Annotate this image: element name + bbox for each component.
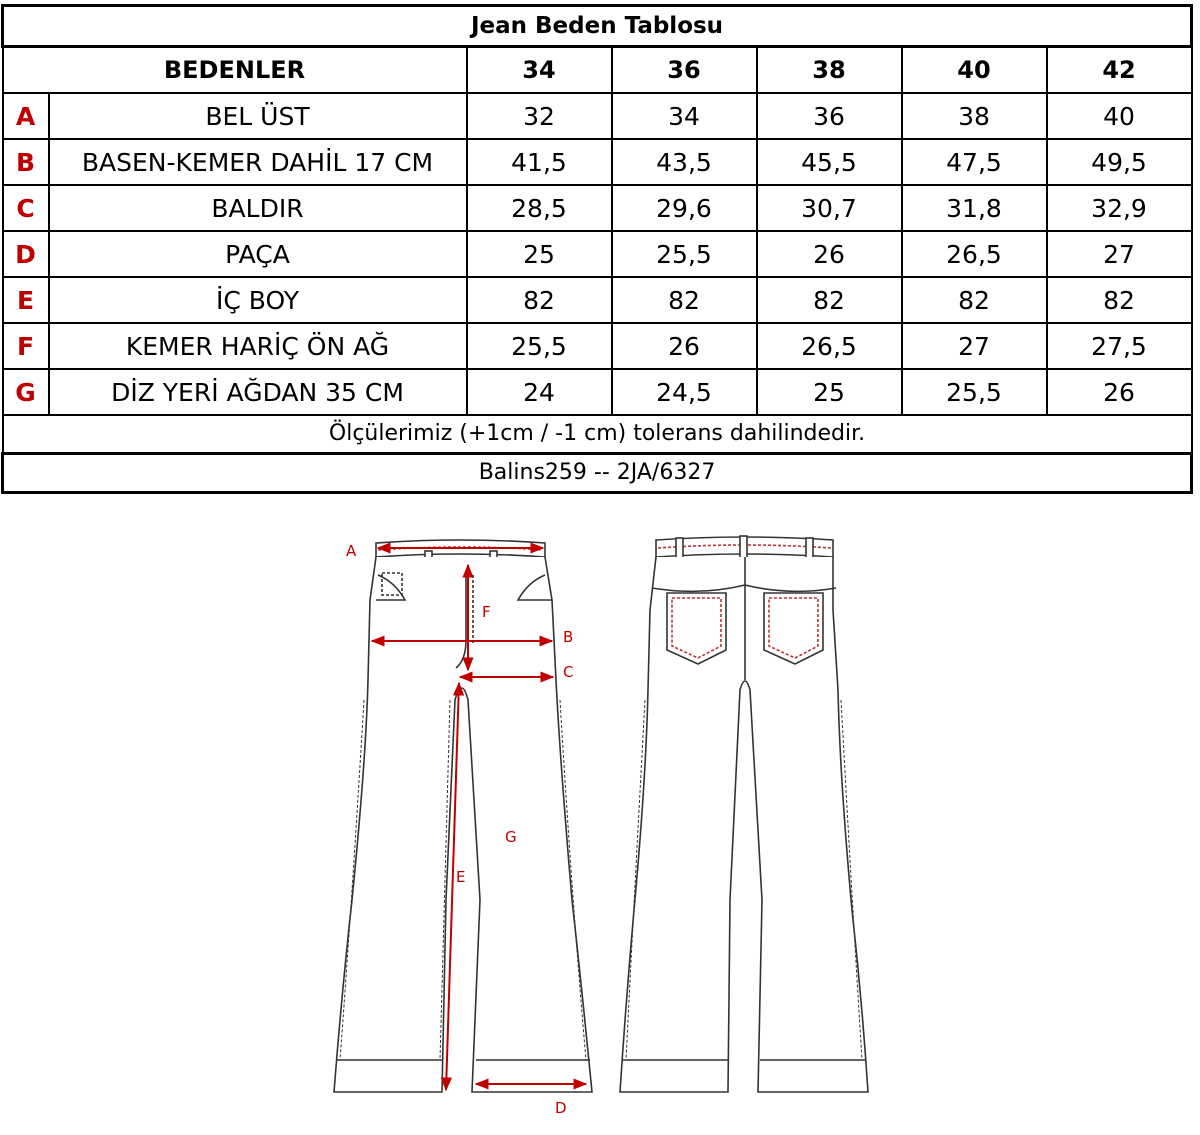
cell-value: 49,5 bbox=[1047, 139, 1192, 185]
row-label: BASEN-KEMER DAHİL 17 CM bbox=[49, 139, 467, 185]
label-d: D bbox=[555, 1099, 567, 1117]
back-view-jeans bbox=[620, 536, 868, 1092]
row-label: DİZ YERİ AĞDAN 35 CM bbox=[49, 369, 467, 415]
product-code: Balins259 -- 2JA/6327 bbox=[3, 454, 1192, 493]
size-col-34: 34 bbox=[467, 47, 612, 94]
table-row bbox=[3, 277, 1192, 323]
table-row bbox=[3, 93, 1192, 139]
cell-value: 30,7 bbox=[757, 185, 902, 231]
cell-value: 24,5 bbox=[612, 369, 757, 415]
label-a: A bbox=[346, 542, 357, 560]
cell-value: 82 bbox=[612, 277, 757, 323]
size-col-42: 42 bbox=[1047, 47, 1192, 94]
cell-value: 47,5 bbox=[902, 139, 1047, 185]
cell-value: 32 bbox=[467, 93, 612, 139]
label-f: F bbox=[482, 603, 491, 621]
cell-value: 29,6 bbox=[612, 185, 757, 231]
cell-value: 82 bbox=[902, 277, 1047, 323]
cell-value: 45,5 bbox=[757, 139, 902, 185]
row-label: İÇ BOY bbox=[49, 277, 467, 323]
cell-value: 27 bbox=[902, 323, 1047, 369]
cell-value: 40 bbox=[1047, 93, 1192, 139]
row-label: BEL ÜST bbox=[49, 93, 467, 139]
row-letter: G bbox=[3, 369, 49, 415]
cell-value: 82 bbox=[757, 277, 902, 323]
front-view-jeans bbox=[334, 540, 592, 1092]
row-label: KEMER HARİÇ ÖN AĞ bbox=[49, 323, 467, 369]
cell-value: 28,5 bbox=[467, 185, 612, 231]
tolerance-note: Ölçülerimiz (+1cm / -1 cm) tolerans dahilindedir. bbox=[3, 415, 1192, 454]
cell-value: 24 bbox=[467, 369, 612, 415]
cell-value: 26 bbox=[612, 323, 757, 369]
table-row bbox=[3, 369, 1192, 415]
size-col-38: 38 bbox=[757, 47, 902, 94]
size-col-36: 36 bbox=[612, 47, 757, 94]
size-col-40: 40 bbox=[902, 47, 1047, 94]
cell-value: 25,5 bbox=[612, 231, 757, 277]
cell-value: 36 bbox=[757, 93, 902, 139]
cell-value: 34 bbox=[612, 93, 757, 139]
row-letter: A bbox=[3, 93, 49, 139]
cell-value: 26 bbox=[757, 231, 902, 277]
jeans-technical-drawing bbox=[0, 510, 1200, 1135]
sizes-header-label: BEDENLER bbox=[3, 47, 467, 94]
cell-value: 25,5 bbox=[902, 369, 1047, 415]
row-label: BALDIR bbox=[49, 185, 467, 231]
table-row bbox=[3, 323, 1192, 369]
cell-value: 26 bbox=[1047, 369, 1192, 415]
cell-value: 38 bbox=[902, 93, 1047, 139]
table-title: Jean Beden Tablosu bbox=[3, 6, 1192, 47]
cell-value: 25 bbox=[467, 231, 612, 277]
row-letter: B bbox=[3, 139, 49, 185]
cell-value: 26,5 bbox=[757, 323, 902, 369]
cell-value: 31,8 bbox=[902, 185, 1047, 231]
row-letter: D bbox=[3, 231, 49, 277]
cell-value: 43,5 bbox=[612, 139, 757, 185]
row-letter: C bbox=[3, 185, 49, 231]
cell-value: 32,9 bbox=[1047, 185, 1192, 231]
cell-value: 27 bbox=[1047, 231, 1192, 277]
table-row bbox=[3, 185, 1192, 231]
cell-value: 25 bbox=[757, 369, 902, 415]
row-label: PAÇA bbox=[49, 231, 467, 277]
size-chart-table bbox=[1, 4, 1193, 494]
label-g: G bbox=[505, 828, 517, 846]
row-letter: E bbox=[3, 277, 49, 323]
cell-value: 82 bbox=[467, 277, 612, 323]
cell-value: 27,5 bbox=[1047, 323, 1192, 369]
label-e: E bbox=[456, 868, 466, 886]
cell-value: 25,5 bbox=[467, 323, 612, 369]
label-b: B bbox=[563, 628, 574, 646]
row-letter: F bbox=[3, 323, 49, 369]
cell-value: 41,5 bbox=[467, 139, 612, 185]
cell-value: 82 bbox=[1047, 277, 1192, 323]
cell-value: 26,5 bbox=[902, 231, 1047, 277]
table-row bbox=[3, 231, 1192, 277]
label-c: C bbox=[563, 663, 574, 681]
table-row bbox=[3, 139, 1192, 185]
table-header-row bbox=[3, 47, 1192, 94]
